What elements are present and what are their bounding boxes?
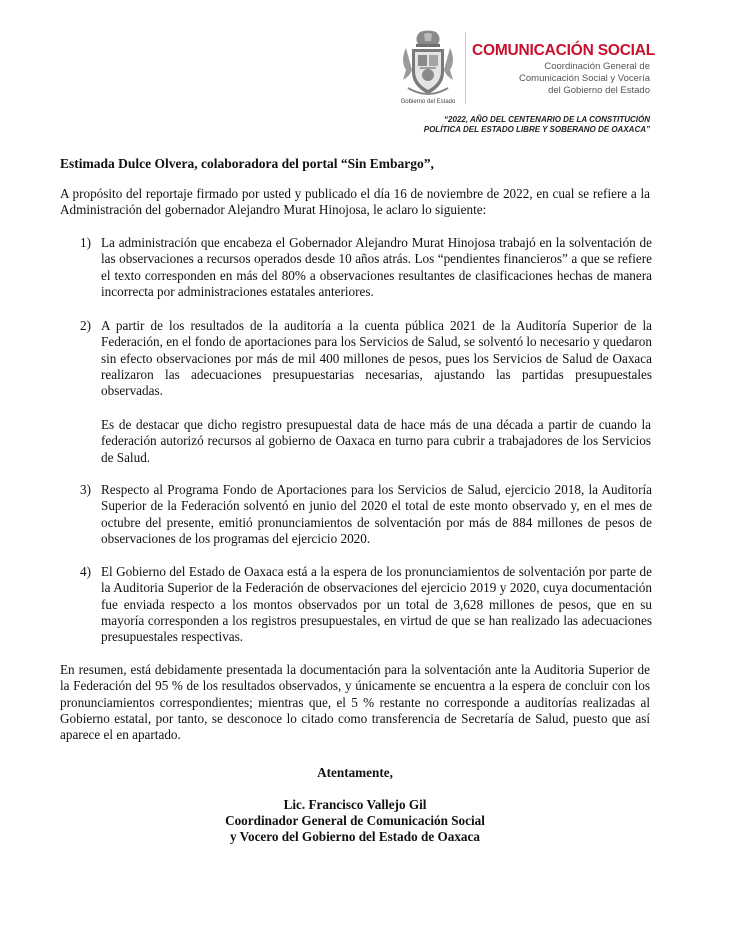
list-item-number: 1)	[80, 235, 91, 250]
closing: Atentamente,	[317, 765, 393, 780]
motto-line: “2022, AÑO DEL CENTENARIO DE LA CONSTITUCIÓN	[444, 115, 650, 124]
brand-subtitle-line: Coordinación General de	[544, 61, 650, 72]
intro-paragraph: A propósito del reportaje firmado por usted y publicado el día 16 de noviembre de 2022, en cual se refiere a la Administración del gobernador Alejandro Murat Hinojosa, le aclaro lo siguiente:	[60, 186, 650, 218]
list-item-text: El Gobierno del Estado de Oaxaca está a la espera de los pronunciamientos de solventación por parte de la Auditoria Superior de la Federación de observaciones del ejercicio 2019 y 2020, cuya documentación fue enviada respecto a los montos observados por un total de 3,628 millones de pesos, que en su mayoría corresponden a los registros presupuestales, en virtud de que se han realizado las adecuaciones presupuestales respectivas.	[101, 564, 652, 645]
list-item-number: 2)	[80, 318, 91, 333]
brand-subtitle-line: del Gobierno del Estado	[548, 85, 650, 96]
item-note: Es de destacar que dicho registro presupuestal data de hace más de una década a partir de cuando la federación autorizó recursos al gobierno de Oaxaca en turno para cubrir a trabajadores de los Servicios de Salud.	[101, 417, 651, 465]
list-item	[80, 482, 652, 547]
brand-title: COMUNICACIÓN SOCIAL	[472, 42, 656, 59]
list-item	[80, 318, 652, 399]
list-item-text: La administración que encabeza el Gobernador Alejandro Murat Hinojosa trabajó en la solventación de las observaciones a recursos operados desde 10 años atrás. Los “pendientes financieros” a que se refiere el texto corresponden en más del 80% a observaciones resultantes de clasificaciones hechas de manera incorrecta por administraciones estatales anteriores.	[101, 235, 652, 299]
brand-subtitle	[470, 61, 650, 97]
greeting: Estimada Dulce Olvera, colaboradora del portal “Sin Embargo”,	[60, 156, 434, 171]
list-item-text: A partir de los resultados de la auditoría a la cuenta pública 2021 de la Auditoría Superior de la Federación, en el fondo de aportaciones para los Servicios de Salud, se solventó lo necesario y quedaron sin efecto observaciones por más de mil 400 millones de pesos, pues los Servicios de Salud de Oaxaca realizaron las adecuaciones presupuestarias necesarias, ajustando las partidas presupuestales observadas.	[101, 318, 652, 399]
signature-title: Coordinador General de Comunicación Social	[225, 813, 485, 828]
brand-subtitle-line: Comunicación Social y Vocería	[519, 73, 650, 84]
list-item	[80, 564, 652, 645]
signature-title: y Vocero del Gobierno del Estado de Oaxaca	[230, 829, 480, 844]
list-item	[80, 235, 652, 300]
motto-line: POLÍTICA DEL ESTADO LIBRE Y SOBERANO DE OAXACA”	[423, 125, 650, 134]
crest-caption: Gobierno del Estado	[400, 99, 456, 105]
state-crest-icon	[398, 30, 458, 100]
letterhead-divider	[465, 32, 466, 104]
summary-paragraph: En resumen, está debidamente presentada la documentación para la solventación ante la Auditoria Superior de la Federación del 95 % de los resultados observados, y únicamente se encuentra a la espera de concluir con los pronunciamientos correspondientes; mientras que, el 5 % restante no corresponde a auditorías realizadas al Gobierno estatal, por tanto, se desconoce lo citado como transferencia de Secretaría de Salud, puesto que así aparece el en apartado.	[60, 662, 650, 743]
list-item-text: Respecto al Programa Fondo de Aportaciones para los Servicios de Salud, ejercicio 2018, la Auditoría Superior de la Federación solventó en junio del 2020 el total de este monto observado y, en el mes de octubre del presente, emitió pronunciamientos de solventación por más de 884 millones de pesos de observaciones de los programas del ejercicio 2020.	[101, 482, 652, 546]
list-item-number: 3)	[80, 482, 91, 497]
year-motto	[380, 115, 650, 135]
list-item-number: 4)	[80, 564, 91, 579]
signature-name: Lic. Francisco Vallejo Gil	[283, 797, 427, 812]
